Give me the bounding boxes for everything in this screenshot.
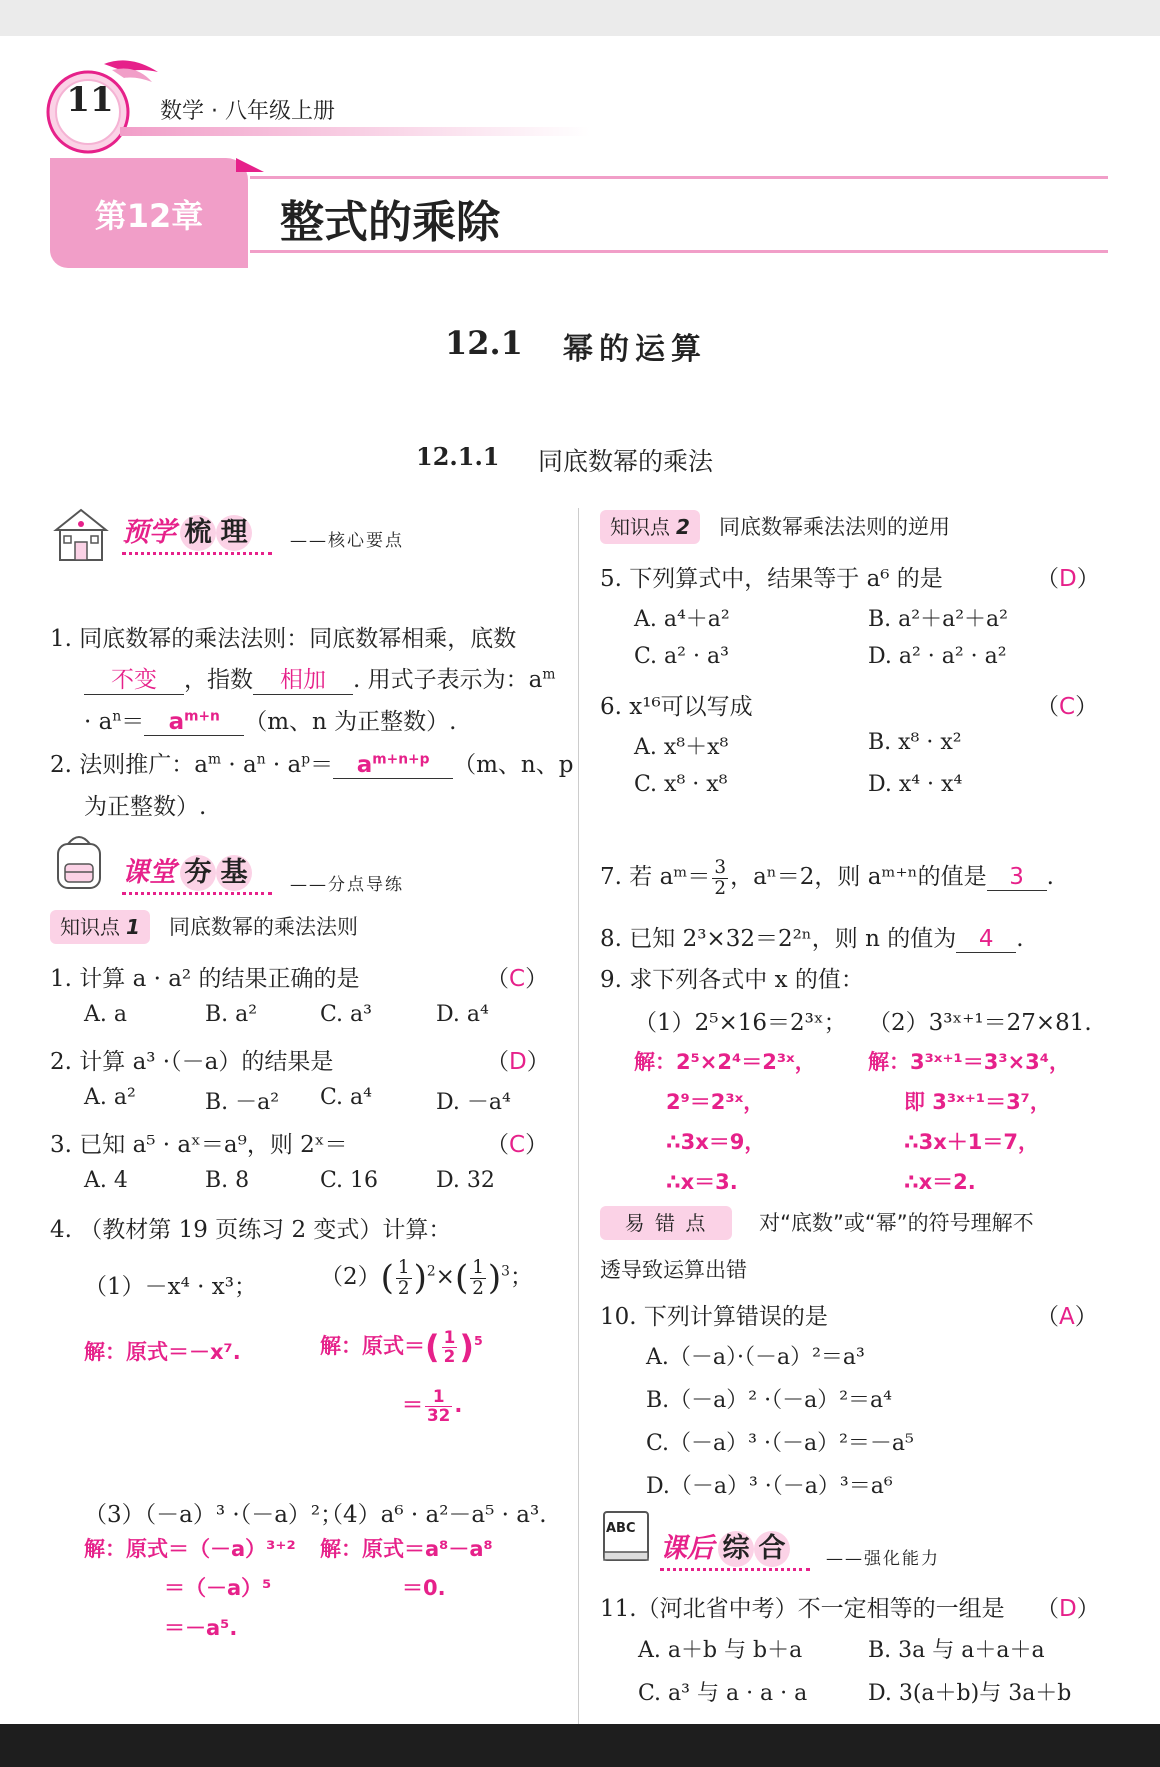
chapter-number: 第12章 bbox=[94, 197, 204, 235]
q9-part1-solution-2: 2⁹＝2³ˣ， bbox=[666, 1090, 765, 1114]
q4-part2: （2）( $\frac{1}{2}$ )$^2$×( $\frac{1}{2}$ )$^3$； bbox=[320, 1257, 533, 1299]
q9-stem: 9. 求下列各式中 x 的值： bbox=[600, 967, 864, 993]
chapter-title: 整式的乘除 bbox=[280, 197, 500, 248]
q5-stem: 5. 下列算式中，结果等于 a⁶ 的是 bbox=[600, 566, 943, 592]
q4-part3-solution-2: ＝（－a）⁵ bbox=[164, 1576, 272, 1600]
preview-item2-line2: 为正整数）. bbox=[84, 794, 207, 820]
after-class-section-title: 课后 综 合 bbox=[660, 1526, 790, 1567]
q4-part4-solution-2: ＝0. bbox=[402, 1576, 446, 1600]
q9-part2-solution-2: 即 3³ˣ⁺¹＝3⁷， bbox=[904, 1090, 1051, 1114]
q2-answer: （D） bbox=[486, 1049, 550, 1075]
q2-option-a: A. a² bbox=[84, 1085, 136, 1110]
q3-option-b: B. 8 bbox=[205, 1168, 250, 1193]
q10-option-d: D.（－a）³ ·（－a）³＝a⁶ bbox=[646, 1474, 893, 1499]
subsection-number: 12.1.1 bbox=[416, 442, 500, 471]
q1-option-d: D. a⁴ bbox=[436, 1002, 489, 1027]
q11-option-d: D. 3(a＋b)与 3a＋b bbox=[868, 1681, 1072, 1706]
q5-answer: （D） bbox=[1036, 566, 1100, 592]
q6-option-b: B. x⁸ · x² bbox=[868, 730, 962, 755]
q5-option-c: C. a² · a³ bbox=[634, 644, 729, 669]
preview-section-title: 预学 梳 理 bbox=[122, 510, 252, 551]
preview-item1-line3: · $a^n= a^{m+n}$ （m、n 为正整数）. bbox=[84, 708, 457, 735]
knowledge-point-1: 知识点 1 同底数幂的乘法法则 bbox=[50, 910, 358, 944]
q8: 8. 已知 2³×32＝2²ⁿ，则 n 的值为 4 . bbox=[600, 926, 1024, 952]
q3-option-d: D. 32 bbox=[436, 1168, 495, 1193]
blank-base: 不变 bbox=[84, 661, 184, 695]
q5-option-d: D. a² · a² · a² bbox=[868, 644, 1007, 669]
chapter-tab-fold bbox=[236, 158, 264, 172]
section-number: 12.1 bbox=[445, 324, 523, 362]
q4-part4: （4）a⁶ · a²－a⁵ · a³. bbox=[320, 1502, 547, 1528]
preview-item1-line1: 1. 同底数幂的乘法法则：同底数幂相乘，底数 bbox=[50, 626, 517, 652]
bottom-bar bbox=[0, 1724, 1160, 1767]
q2-option-c: C. a⁴ bbox=[320, 1085, 372, 1110]
q11-option-a: A. a＋b 与 b＋a bbox=[638, 1638, 803, 1663]
q10-option-a: A.（－a）·（－a）²＝a³ bbox=[646, 1345, 865, 1370]
page-number: 11 bbox=[66, 80, 114, 120]
after-class-underline bbox=[660, 1568, 810, 1571]
q4-stem: 4. （教材第 19 页练习 2 变式）计算： bbox=[50, 1217, 452, 1243]
q4-part4-solution-1: 解：原式＝a⁸－a⁸ bbox=[320, 1537, 493, 1561]
q1-option-c: C. a³ bbox=[320, 1002, 372, 1027]
q3-option-a: A. 4 bbox=[84, 1168, 128, 1193]
q7: 7. 若 aᵐ＝ $\frac{3}{2}$ ，aⁿ＝2，则 aᵐ⁺ⁿ的值是 3 . bbox=[600, 857, 1054, 899]
classroom-underline bbox=[122, 892, 272, 895]
q5-option-a: A. a⁴＋a² bbox=[634, 607, 730, 632]
chapter-rule-top bbox=[250, 176, 1108, 179]
subsection-name: 同底数幂的乘法 bbox=[538, 447, 714, 476]
backpack-icon bbox=[50, 832, 108, 892]
q10-option-c: C.（－a）³ ·（－a）²＝－a⁵ bbox=[646, 1431, 914, 1456]
q3-answer: （C） bbox=[486, 1132, 549, 1158]
q6-stem: 6. x¹⁶可以写成 bbox=[600, 694, 753, 720]
q1-stem: 1. 计算 a · a² 的结果正确的是 bbox=[50, 966, 360, 992]
q5-option-b: B. a²＋a²＋a² bbox=[868, 607, 1008, 632]
section-name: 幂的运算 bbox=[563, 332, 707, 367]
header-stripe bbox=[120, 127, 590, 136]
q2-option-d: D. －a⁴ bbox=[436, 1090, 511, 1115]
q1-answer: （C） bbox=[486, 966, 549, 992]
classroom-section-title: 课堂 夯 基 bbox=[122, 850, 252, 891]
preview-subtitle: ——核心要点 bbox=[290, 531, 404, 551]
q4-part3-solution-1: 解：原式＝（－a）³⁺² bbox=[84, 1537, 296, 1561]
preview-item1-line2: 不变 ，指数 相加 . 用式子表示为：$a^m$ bbox=[84, 661, 555, 695]
q9-part2-solution-4: ∴x＝2. bbox=[904, 1170, 976, 1194]
q4-part3: （3）（－a）³ ·（－a）²； bbox=[84, 1502, 344, 1528]
q11-option-b: B. 3a 与 a＋a＋a bbox=[868, 1638, 1045, 1663]
q1-option-a: A. a bbox=[84, 1002, 127, 1027]
q6-option-c: C. x⁸ · x⁸ bbox=[634, 772, 728, 797]
common-mistake-title-line2: 透导致运算出错 bbox=[600, 1258, 747, 1282]
q11-option-c: C. a³ 与 a · a · a bbox=[638, 1681, 808, 1706]
q3-option-c: C. 16 bbox=[320, 1168, 379, 1193]
q2-stem: 2. 计算 a³ ·（－a）的结果是 bbox=[50, 1049, 334, 1075]
q3-stem: 3. 已知 a⁵ · aˣ＝a⁹，则 2ˣ＝ bbox=[50, 1132, 348, 1158]
q9-part1: （1）2⁵×16＝2³ˣ； bbox=[634, 1010, 847, 1036]
document-page bbox=[0, 36, 1160, 1724]
book-title: 数学 · 八年级上册 bbox=[160, 99, 335, 124]
q9-part2-solution-3: ∴3x＋1＝7， bbox=[904, 1130, 1039, 1154]
q9-part2: （2）3³ˣ⁺¹＝27×81. bbox=[868, 1010, 1092, 1036]
knowledge-point-2: 知识点 2 同底数幂乘法法则的逆用 bbox=[600, 510, 950, 544]
q10-option-b: B.（－a）² ·（－a）²＝a⁴ bbox=[646, 1388, 892, 1413]
school-icon bbox=[50, 506, 112, 564]
common-mistake-header: 易 错 点 对“底数”或“幂”的符号理解不 bbox=[600, 1206, 1034, 1240]
q9-part1-solution-4: ∴x＝3. bbox=[666, 1170, 738, 1194]
q9-part1-solution-1: 解：2⁵×2⁴＝2³ˣ， bbox=[634, 1050, 816, 1074]
q4-part2-solution-line2: ＝ $\frac{1}{32}$ . bbox=[402, 1386, 463, 1425]
q11-stem: 11.（河北省中考）不一定相等的一组是 bbox=[600, 1596, 1005, 1622]
q10-answer: （A） bbox=[1036, 1304, 1098, 1330]
q4-part2-solution: 解：原式＝( $\frac{1}{2}$ )$^5$ bbox=[320, 1326, 483, 1366]
blank-exponent: 相加 bbox=[253, 661, 353, 695]
q6-answer: （C） bbox=[1036, 694, 1099, 720]
q6-option-d: D. x⁴ · x⁴ bbox=[868, 772, 963, 797]
q1-option-b: B. a² bbox=[205, 1002, 258, 1027]
q9-part2-solution-1: 解：3³ˣ⁺¹＝3³×3⁴， bbox=[868, 1050, 1070, 1074]
q6-option-a: A. x⁸＋x⁸ bbox=[634, 735, 729, 760]
q4-part3-solution-3: ＝－a⁵. bbox=[164, 1616, 238, 1640]
book-icon bbox=[600, 1508, 652, 1566]
after-class-subtitle: ——强化能力 bbox=[826, 1549, 940, 1569]
q10-stem: 10. 下列计算错误的是 bbox=[600, 1304, 828, 1330]
q2-option-b: B. －a² bbox=[205, 1090, 280, 1115]
preview-underline bbox=[122, 552, 272, 555]
q11-answer: （D） bbox=[1036, 1596, 1100, 1622]
q4-part1-solution: 解：原式＝－x⁷. bbox=[84, 1340, 241, 1364]
preview-item2-line1: 2. 法则推广：$a^m \cdot a^n \cdot a^p= a^{m+n+p}$ （m、n、p bbox=[50, 751, 574, 778]
q9-part1-solution-3: ∴3x＝9， bbox=[666, 1130, 766, 1154]
column-divider bbox=[578, 508, 579, 1736]
classroom-subtitle: ——分点导练 bbox=[290, 875, 404, 895]
chapter-rule-bottom bbox=[250, 250, 1108, 253]
q4-part1: （1）－x⁴ · x³； bbox=[84, 1274, 257, 1300]
book-icon-label: ABC bbox=[606, 1521, 636, 1536]
